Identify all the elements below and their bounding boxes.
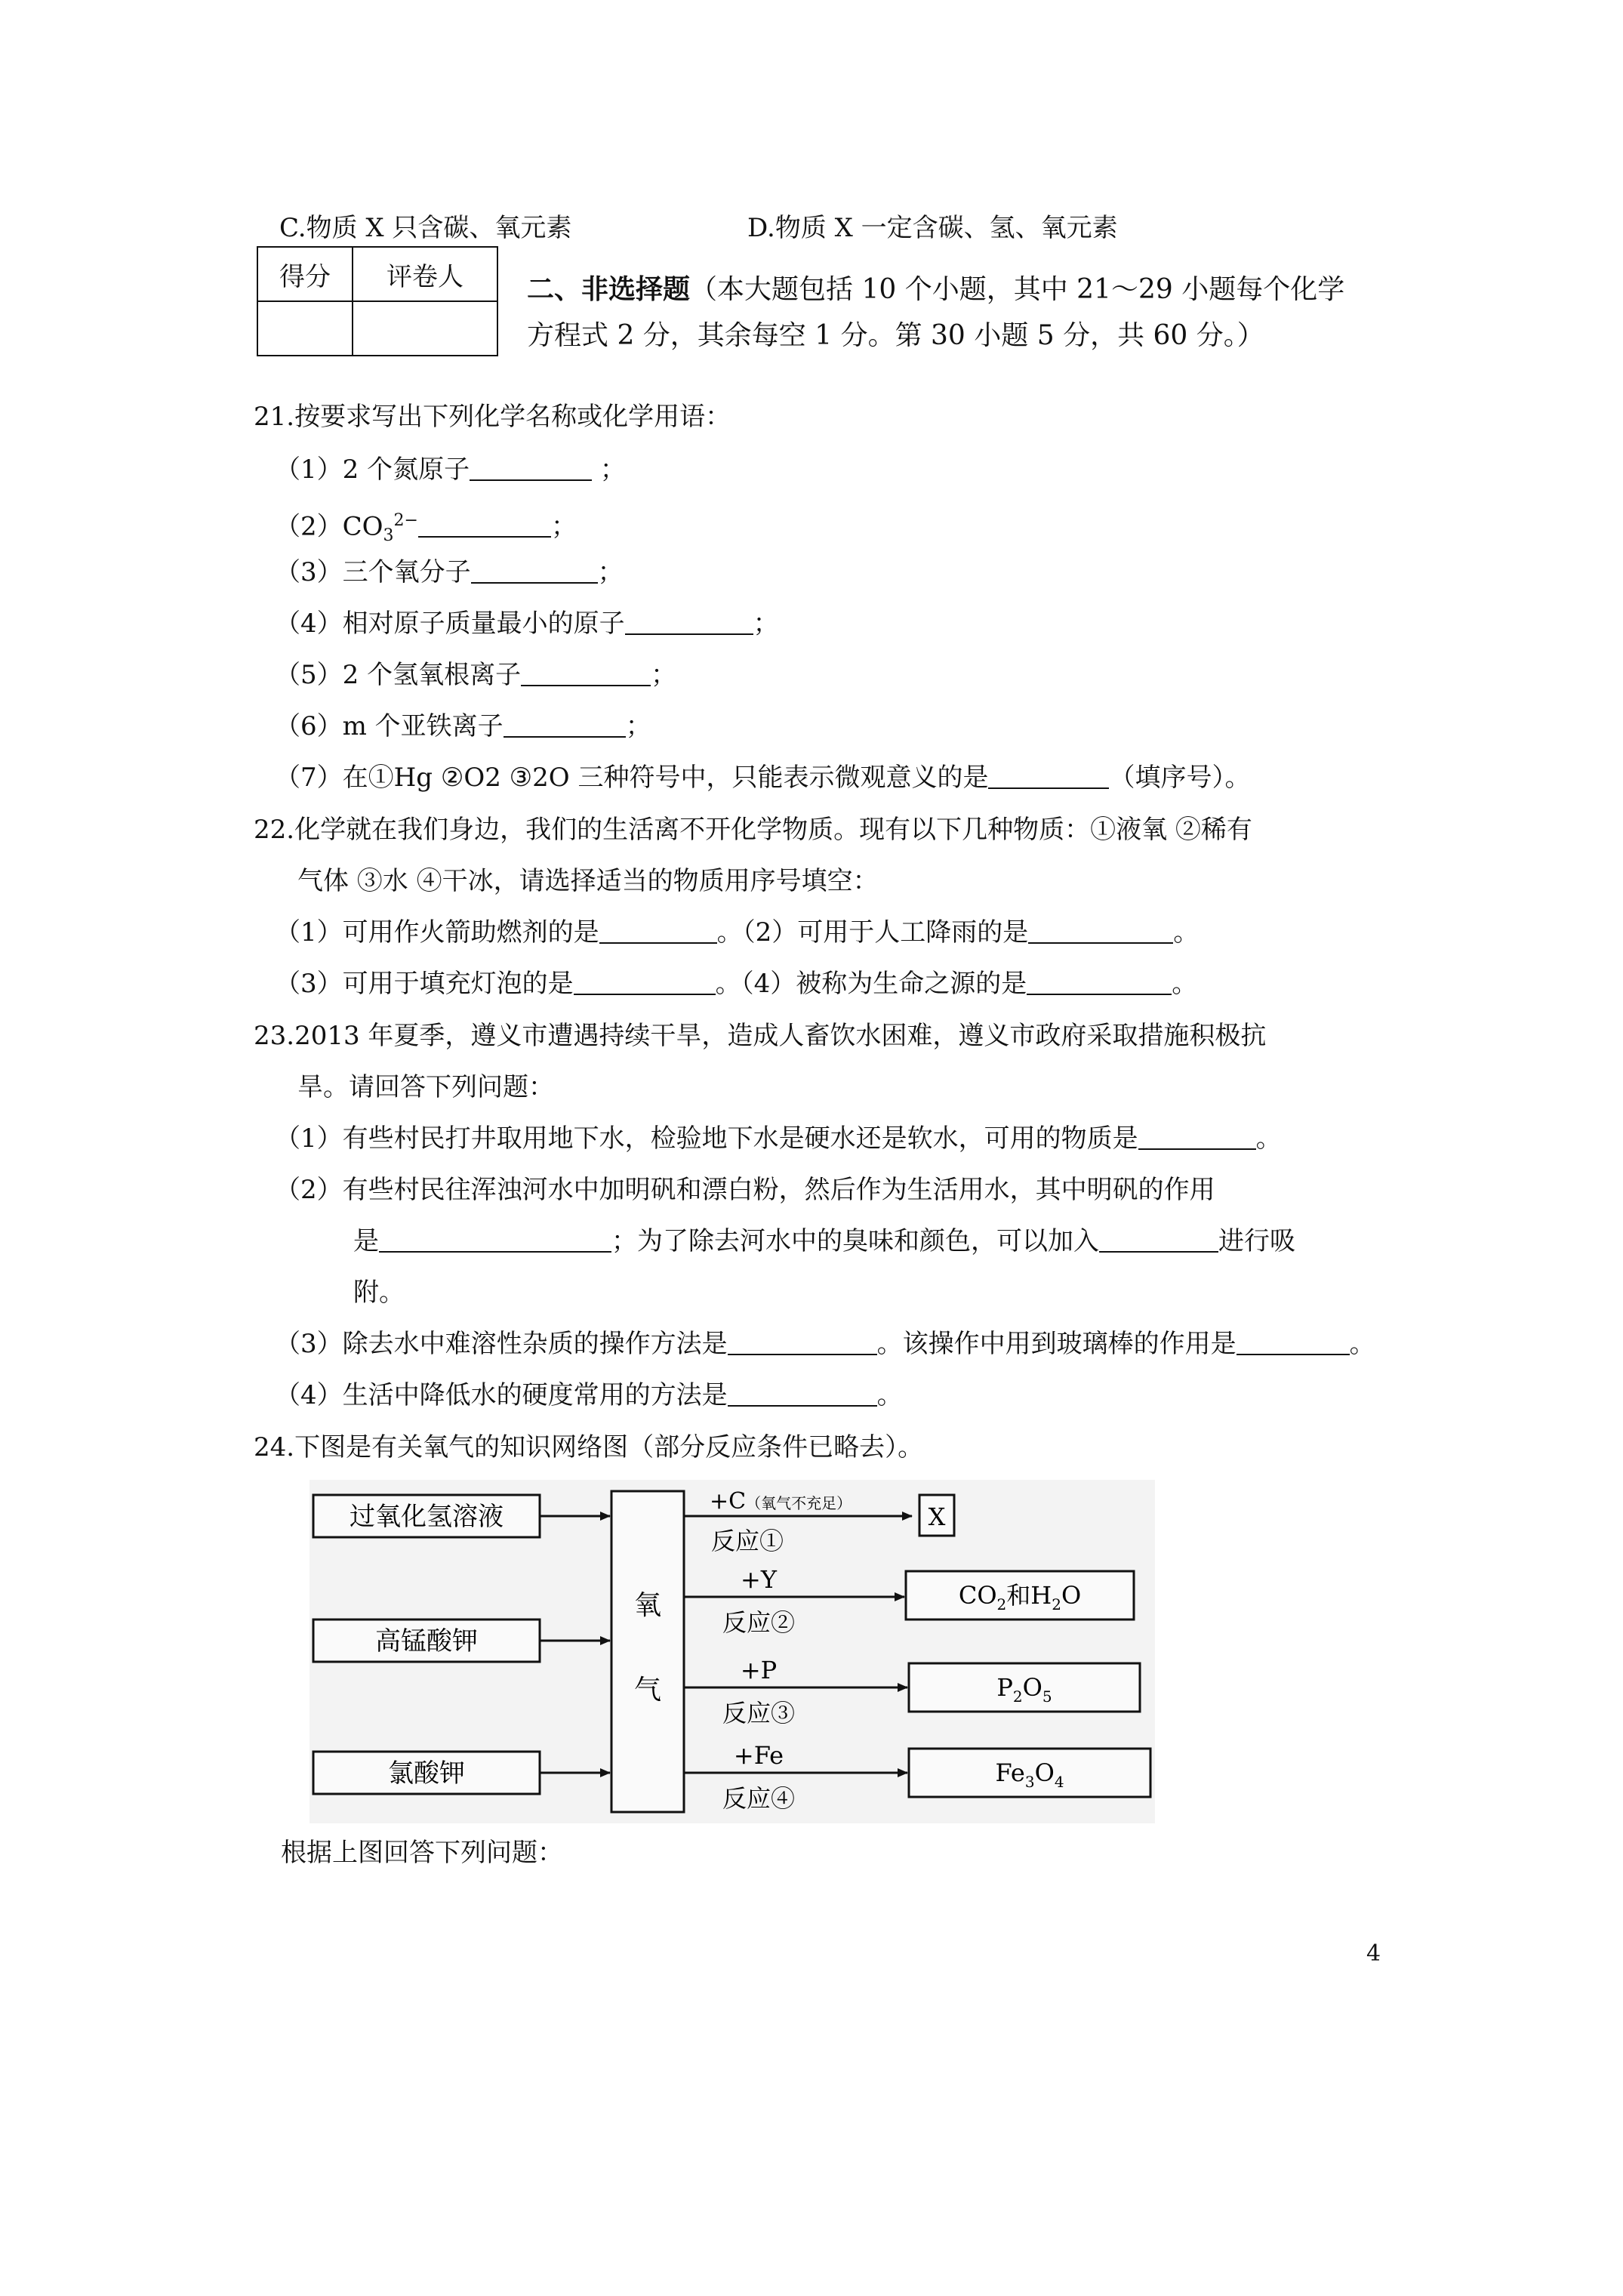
reaction-4-label: 反应④ [722, 1784, 796, 1813]
q21-part3-end: ； [597, 557, 624, 587]
reaction-1-reagent: +C（氧气不充足） [710, 1488, 852, 1515]
q23-part3-a: （3）除去水中难溶性杂质的操作方法是 [275, 1329, 728, 1359]
q21-part4-text: （4）相对原子质量最小的原子 [275, 609, 625, 639]
source-box-potassium-chlorate [313, 1752, 540, 1794]
q21-part5-text: （5）2 个氢氧根离子 [275, 660, 522, 690]
q21-blank-6[interactable] [504, 710, 626, 738]
oxygen-box [611, 1491, 684, 1812]
q21-part5-end: ； [651, 660, 677, 690]
reaction-1 [684, 1488, 954, 1555]
section-desc-1: （本大题包括 10 个小题，其中 21～29 小题每个化学 [690, 274, 1345, 305]
source-box-hydrogen-peroxide [313, 1495, 540, 1537]
q22-blank-2[interactable] [1028, 917, 1173, 944]
q23-part3-end: 。 [1349, 1329, 1375, 1359]
oxygen-label-2: 气 [633, 1675, 662, 1706]
reaction-4-reagent: +Fe [733, 1741, 784, 1770]
q22-blank-4[interactable] [1027, 968, 1172, 995]
q21-part2-text: （2）CO [275, 511, 383, 542]
reaction-3 [684, 1656, 1140, 1727]
q23-stem-line2: 旱。请回答下列问题： [297, 1072, 554, 1102]
reaction-1-label: 反应① [710, 1527, 784, 1555]
q22-part3-text: （3）可用于填充灯泡的是 [275, 969, 574, 999]
product-x-label: X [928, 1502, 946, 1531]
q23-blank-1[interactable] [1138, 1123, 1256, 1150]
q22-blank-1[interactable] [599, 917, 717, 944]
q24-stem: 24.下图是有关氧气的知识网络图（部分反应条件已略去）。 [254, 1432, 924, 1462]
source-label-3: 氯酸钾 [388, 1758, 465, 1789]
q22-row2-end: 。 [1172, 969, 1198, 999]
q22-row1-end: 。 [1173, 917, 1200, 948]
source-box-potassium-permanganate [313, 1620, 540, 1662]
q22-row2 [275, 967, 1197, 1000]
score-header: 得分 [257, 247, 353, 301]
q23-part2-line3: 附。 [353, 1277, 405, 1308]
product-2-label: $CO_2$和$H_2O$ [958, 1581, 1082, 1613]
q23-stem-line1: 23.2013 年夏季，遵义市遭遇持续干旱，造成人畜饮水困难，遵义市政府采取措施积极抗 [254, 1021, 1267, 1051]
q21-part3-text: （3）三个氧分子 [275, 557, 471, 587]
source-label-2: 高锰酸钾 [375, 1626, 478, 1657]
q21-part6 [275, 710, 651, 743]
q23-part2-line2 [353, 1225, 1295, 1258]
q23-part2-c: ；为了除去河水中的臭味和颜色，可以加入 [611, 1226, 1099, 1256]
q21-part7-end: （填序号）。 [1109, 763, 1251, 793]
q23-part4-end: 。 [876, 1380, 903, 1410]
score-cell[interactable] [257, 301, 353, 356]
grader-cell[interactable] [353, 301, 497, 356]
q23-part1-text: （1）有些村民打井取用地下水，检验地下水是硬水还是软水，可用的物质是 [275, 1123, 1138, 1154]
q21-blank-2[interactable] [418, 510, 551, 538]
oxygen-label-1: 氧 [633, 1590, 662, 1621]
q21-blank-5[interactable] [521, 659, 651, 686]
reaction-3-reagent: +P [740, 1656, 778, 1684]
q21-blank-3[interactable] [471, 556, 598, 584]
q23-part1-end: 。 [1255, 1123, 1282, 1154]
section-heading-line1 [527, 272, 1344, 307]
reaction-3-label: 反应③ [722, 1699, 796, 1727]
q23-blank-4[interactable] [728, 1328, 877, 1355]
q21-part3 [275, 556, 624, 589]
q22-part4-text: 。（4）被称为生命之源的是 [715, 969, 1027, 999]
q21-part5 [275, 658, 676, 692]
q22-stem-line2: 气体 ③水 ④干冰，请选择适当的物质用序号填空： [297, 866, 879, 896]
q21-part6-end: ； [625, 711, 651, 741]
q23-part1 [275, 1122, 1282, 1155]
q21-part2 [275, 504, 577, 553]
q23-blank-6[interactable] [728, 1379, 877, 1407]
q21-part1 [275, 453, 626, 486]
q21-part7 [275, 761, 1250, 794]
q21-part1-text: （1）2 个氮原子 [275, 455, 470, 485]
q24-after-diagram: 根据上图回答下列问题： [281, 1838, 563, 1868]
q21-blank-1[interactable] [470, 454, 592, 481]
q22-stem-line1: 22.化学就在我们身边，我们的生活离不开化学物质。现有以下几种物质：①液氧 ②稀有 [254, 815, 1252, 845]
q23-part2-b: 是 [353, 1226, 379, 1256]
q23-part3-b: 。该操作中用到玻璃棒的作用是 [876, 1329, 1236, 1359]
section-heading-line2: 方程式 2 分，其余每空 1 分。第 30 小题 5 分，共 60 分。） [527, 320, 1264, 351]
q21-part2-end: ； [550, 511, 577, 542]
q21-part4-end: ； [753, 609, 779, 639]
q23-blank-5[interactable] [1236, 1328, 1350, 1355]
q21-part4 [275, 607, 779, 640]
q21-blank-7[interactable] [988, 762, 1109, 789]
q23-part4 [275, 1379, 903, 1412]
q23-blank-3[interactable] [1099, 1225, 1218, 1253]
q23-part2-line1: （2）有些村民往浑浊河水中加明矾和漂白粉，然后作为生活用水，其中明矾的作用 [275, 1175, 1215, 1205]
product-4-label: $Fe_3O_4$ [995, 1758, 1064, 1791]
option-d: D.物质 X 一定含碳、氢、氧元素 [747, 213, 1118, 243]
q22-part1-text: （1）可用作火箭助燃剂的是 [275, 917, 599, 948]
q23-part4-text: （4）生活中降低水的硬度常用的方法是 [275, 1380, 728, 1410]
q23-blank-2[interactable] [379, 1225, 611, 1253]
reaction-2-label: 反应② [722, 1608, 796, 1637]
q22-part2-text: 。（2）可用于人工降雨的是 [716, 917, 1029, 948]
q22-blank-3[interactable] [574, 968, 716, 995]
q23-part2-d: 进行吸 [1218, 1226, 1295, 1256]
oxygen-network-diagram [310, 1480, 1155, 1823]
q21-part1-end: ； [592, 455, 626, 485]
q22-row1 [275, 916, 1199, 949]
reaction-2 [684, 1565, 1134, 1637]
product-3-label: $P_2O_5$ [996, 1673, 1052, 1706]
q21-part7-text: （7）在①Hg ②O2 ③2O 三种符号中，只能表示微观意义的是 [275, 763, 989, 793]
score-table [257, 246, 498, 356]
q21-part2-sup: 2− [393, 511, 418, 530]
q21-part6-text: （6）m 个亚铁离子 [275, 711, 504, 741]
q23-part3 [275, 1327, 1375, 1361]
page-number: 4 [1366, 1940, 1381, 1967]
source-label-1: 过氧化氢溶液 [350, 1502, 504, 1532]
q21-blank-4[interactable] [625, 608, 753, 635]
reaction-2-reagent: +Y [741, 1565, 777, 1594]
section-title: 二、非选择题 [527, 273, 691, 305]
option-c: C.物质 X 只含碳、氧元素 [279, 213, 572, 243]
q21-stem: 21.按要求写出下列化学名称或化学用语： [254, 402, 731, 432]
q21-part2-sub: 3 [383, 526, 394, 546]
grader-header: 评卷人 [353, 247, 497, 301]
reaction-4 [684, 1741, 1150, 1813]
